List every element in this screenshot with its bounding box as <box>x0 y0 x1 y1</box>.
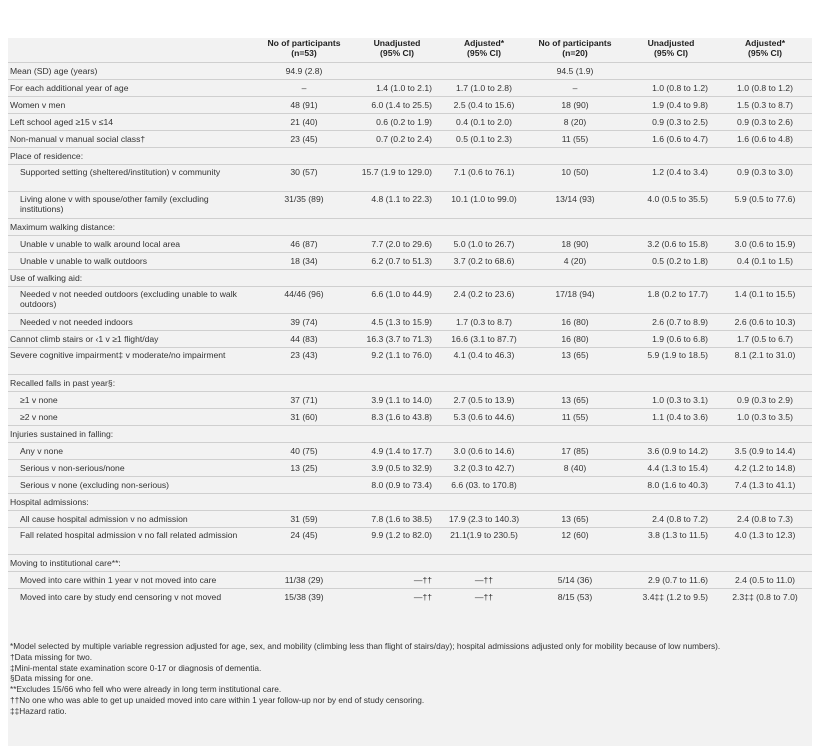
cell-participants-1 <box>256 219 352 236</box>
cell-participants-1: 44/46 (96) <box>256 287 352 314</box>
cell-participants-1: 11/38 (29) <box>256 572 352 589</box>
cell-participants-2 <box>526 375 624 392</box>
cell-adjusted-2: 1.0 (0.8 to 1.2) <box>718 80 812 97</box>
row-label: Women v men <box>8 97 256 114</box>
cell-unadjusted-2 <box>624 219 718 236</box>
footnote: **Excludes 15/66 who fell who were already in long term institutional care. <box>10 684 282 695</box>
row-label: Moving to institutional care**: <box>8 555 256 572</box>
header-label-spacer <box>8 38 256 63</box>
cell-adjusted-2: 1.0 (0.3 to 3.5) <box>718 409 812 426</box>
cell-unadjusted-1: 3.9 (1.1 to 14.0) <box>352 392 442 409</box>
cell-participants-1: 40 (75) <box>256 443 352 460</box>
cell-adjusted-1: 10.1 (1.0 to 99.0) <box>442 192 526 219</box>
cell-adjusted-1: 2.5 (0.4 to 15.6) <box>442 97 526 114</box>
cell-participants-1: – <box>256 80 352 97</box>
results-table <box>8 38 812 605</box>
cell-adjusted-2: 7.4 (1.3 to 41.1) <box>718 477 812 494</box>
table-row <box>8 165 812 192</box>
row-label: Living alone v with spouse/other family (excluding institutions) <box>8 192 256 219</box>
cell-participants-1: 31/35 (89) <box>256 192 352 219</box>
cell-adjusted-1: 3.2 (0.3 to 42.7) <box>442 460 526 477</box>
header-text: Adjusted* <box>744 38 786 48</box>
cell-unadjusted-1: 9.2 (1.1 to 76.0) <box>352 348 442 375</box>
cell-participants-2: 8 (40) <box>526 460 624 477</box>
header-unadjusted-group2 <box>624 38 718 63</box>
table-row <box>8 253 812 270</box>
cell-participants-1: 13 (25) <box>256 460 352 477</box>
cell-adjusted-2: 2.4 (0.5 to 11.0) <box>718 572 812 589</box>
row-label: Supported setting (sheltered/institution) v community <box>8 165 256 192</box>
cell-participants-1 <box>256 477 352 494</box>
footnote: ‡‡Hazard ratio. <box>10 705 67 716</box>
row-label: Non-manual v manual social class† <box>8 131 256 148</box>
cell-participants-2: 13/14 (93) <box>526 192 624 219</box>
table-row <box>8 348 812 375</box>
cell-participants-2: 16 (80) <box>526 314 624 331</box>
cell-unadjusted-1: 0.6 (0.2 to 1.9) <box>352 114 442 131</box>
cell-unadjusted-2: 8.0 (1.6 to 40.3) <box>624 477 718 494</box>
cell-unadjusted-2: 3.8 (1.3 to 11.5) <box>624 528 718 555</box>
cell-unadjusted-2: 1.2 (0.4 to 3.4) <box>624 165 718 192</box>
cell-participants-1: 94.9 (2.8) <box>256 63 352 80</box>
cell-unadjusted-2: 3.2 (0.6 to 15.8) <box>624 236 718 253</box>
cell-participants-1: 44 (83) <box>256 331 352 348</box>
table-row <box>8 131 812 148</box>
cell-participants-2 <box>526 477 624 494</box>
cell-participants-1 <box>256 555 352 572</box>
cell-adjusted-2: 0.4 (0.1 to 1.5) <box>718 253 812 270</box>
cell-adjusted-1: 3.0 (0.6 to 14.6) <box>442 443 526 460</box>
row-label: ≥2 v none <box>8 409 256 426</box>
cell-participants-2 <box>526 270 624 287</box>
cell-unadjusted-2: 1.0 (0.3 to 3.1) <box>624 392 718 409</box>
header-row <box>8 38 812 63</box>
cell-participants-1: 23 (45) <box>256 131 352 148</box>
header-text: (95% CI) <box>654 48 688 58</box>
header-text: (n=53) <box>291 48 317 58</box>
cell-adjusted-1: 6.6 (03. to 170.8) <box>442 477 526 494</box>
header-participants-group2 <box>526 38 624 63</box>
cell-adjusted-2 <box>718 148 812 165</box>
cell-participants-2: 4 (20) <box>526 253 624 270</box>
cell-unadjusted-2: 4.4 (1.3 to 15.4) <box>624 460 718 477</box>
cell-unadjusted-2: 1.6 (0.6 to 4.7) <box>624 131 718 148</box>
cell-unadjusted-1: 4.9 (1.4 to 17.7) <box>352 443 442 460</box>
table-row <box>8 287 812 314</box>
footnote: ††No one who was able to get up unaided moved into care within 1 year follow-up nor by end of study censoring. <box>10 694 425 705</box>
table-row <box>8 494 812 511</box>
row-label: Unable v unable to walk outdoors <box>8 253 256 270</box>
cell-unadjusted-1: 1.4 (1.0 to 2.1) <box>352 80 442 97</box>
cell-participants-1: 15/38 (39) <box>256 589 352 606</box>
cell-participants-2: 12 (60) <box>526 528 624 555</box>
cell-adjusted-1: 17.9 (2.3 to 140.3) <box>442 511 526 528</box>
cell-participants-1: 30 (57) <box>256 165 352 192</box>
cell-unadjusted-2 <box>624 63 718 80</box>
cell-adjusted-2: 4.2 (1.2 to 14.8) <box>718 460 812 477</box>
cell-participants-1: 23 (43) <box>256 348 352 375</box>
cell-participants-1 <box>256 375 352 392</box>
cell-adjusted-1: 2.4 (0.2 to 23.6) <box>442 287 526 314</box>
cell-unadjusted-1 <box>352 375 442 392</box>
cell-adjusted-2 <box>718 426 812 443</box>
table-row <box>8 572 812 589</box>
cell-participants-1: 18 (34) <box>256 253 352 270</box>
cell-adjusted-2 <box>718 219 812 236</box>
cell-unadjusted-1: 16.3 (3.7 to 71.3) <box>352 331 442 348</box>
cell-participants-2: 13 (65) <box>526 392 624 409</box>
cell-unadjusted-1: 9.9 (1.2 to 82.0) <box>352 528 442 555</box>
cell-adjusted-1: —†† <box>442 589 526 606</box>
cell-unadjusted-1: —†† <box>352 572 442 589</box>
cell-participants-2: 17/18 (94) <box>526 287 624 314</box>
cell-unadjusted-2: 1.9 (0.6 to 6.8) <box>624 331 718 348</box>
cell-participants-2 <box>526 555 624 572</box>
cell-unadjusted-2: 1.0 (0.8 to 1.2) <box>624 80 718 97</box>
row-label: Unable v unable to walk around local area <box>8 236 256 253</box>
cell-adjusted-2: 2.6 (0.6 to 10.3) <box>718 314 812 331</box>
cell-participants-1 <box>256 494 352 511</box>
cell-unadjusted-1 <box>352 63 442 80</box>
cell-adjusted-1: 5.0 (1.0 to 26.7) <box>442 236 526 253</box>
cell-participants-2: 11 (55) <box>526 131 624 148</box>
row-label: Serious v none (excluding non-serious) <box>8 477 256 494</box>
cell-unadjusted-2: 2.4 (0.8 to 7.2) <box>624 511 718 528</box>
table-row <box>8 80 812 97</box>
cell-adjusted-2: 5.9 (0.5 to 77.6) <box>718 192 812 219</box>
table-row <box>8 97 812 114</box>
cell-unadjusted-2: 5.9 (1.9 to 18.5) <box>624 348 718 375</box>
cell-unadjusted-2 <box>624 148 718 165</box>
cell-unadjusted-1 <box>352 270 442 287</box>
cell-unadjusted-1: 6.0 (1.4 to 25.5) <box>352 97 442 114</box>
cell-participants-2: 17 (85) <box>526 443 624 460</box>
header-text: (95% CI) <box>467 48 501 58</box>
header-text: (95% CI) <box>380 48 414 58</box>
footnote: ‡Mini-mental state examination score 0-17 or diagnosis of dementia. <box>10 662 262 673</box>
cell-adjusted-2: 0.9 (0.3 to 2.9) <box>718 392 812 409</box>
cell-participants-1 <box>256 270 352 287</box>
cell-unadjusted-1: 3.9 (0.5 to 32.9) <box>352 460 442 477</box>
header-text: Adjusted* <box>463 38 505 48</box>
row-label: Needed v not needed indoors <box>8 314 256 331</box>
cell-unadjusted-2: 1.1 (0.4 to 3.6) <box>624 409 718 426</box>
cell-unadjusted-1: 6.6 (1.0 to 44.9) <box>352 287 442 314</box>
cell-participants-2: 8 (20) <box>526 114 624 131</box>
cell-participants-1: 31 (60) <box>256 409 352 426</box>
row-label: Use of walking aid: <box>8 270 256 287</box>
cell-unadjusted-2: 2.9 (0.7 to 11.6) <box>624 572 718 589</box>
cell-unadjusted-2: 3.4‡‡ (1.2 to 9.5) <box>624 589 718 606</box>
cell-participants-2: 18 (90) <box>526 97 624 114</box>
cell-adjusted-2: 2.4 (0.8 to 7.3) <box>718 511 812 528</box>
row-label: Maximum walking distance: <box>8 219 256 236</box>
table-row <box>8 219 812 236</box>
cell-unadjusted-2 <box>624 270 718 287</box>
row-label: Serious v non-serious/none <box>8 460 256 477</box>
cell-adjusted-1: 0.5 (0.1 to 2.3) <box>442 131 526 148</box>
cell-unadjusted-1: 8.0 (0.9 to 73.4) <box>352 477 442 494</box>
cell-unadjusted-2 <box>624 555 718 572</box>
cell-participants-1: 39 (74) <box>256 314 352 331</box>
table-row <box>8 192 812 219</box>
cell-unadjusted-2: 1.8 (0.2 to 17.7) <box>624 287 718 314</box>
table-row <box>8 148 812 165</box>
cell-adjusted-1: 16.6 (3.1 to 87.7) <box>442 331 526 348</box>
cell-adjusted-1: —†† <box>442 572 526 589</box>
row-label: Cannot climb stairs or ‹1 v ≥1 flight/day <box>8 331 256 348</box>
cell-adjusted-2: 3.0 (0.6 to 15.9) <box>718 236 812 253</box>
cell-participants-2: 5/14 (36) <box>526 572 624 589</box>
cell-adjusted-2: 1.6 (0.6 to 4.8) <box>718 131 812 148</box>
footnotes <box>10 641 810 717</box>
cell-adjusted-2: 3.5 (0.9 to 14.4) <box>718 443 812 460</box>
row-label: Fall related hospital admission v no fall related admission <box>8 528 256 555</box>
table-row <box>8 477 812 494</box>
cell-participants-2: 16 (80) <box>526 331 624 348</box>
cell-adjusted-2: 1.7 (0.5 to 6.7) <box>718 331 812 348</box>
row-label: Any v none <box>8 443 256 460</box>
header-text: Unadjusted <box>647 38 695 48</box>
cell-unadjusted-1: 7.8 (1.6 to 38.5) <box>352 511 442 528</box>
row-label: Left school aged ≥15 v ≤14 <box>8 114 256 131</box>
cell-adjusted-1: 3.7 (0.2 to 68.6) <box>442 253 526 270</box>
row-label: Hospital admissions: <box>8 494 256 511</box>
cell-unadjusted-2: 4.0 (0.5 to 35.5) <box>624 192 718 219</box>
cell-participants-2 <box>526 219 624 236</box>
table-row <box>8 314 812 331</box>
cell-adjusted-2 <box>718 63 812 80</box>
header-text: Unadjusted <box>373 38 421 48</box>
cell-unadjusted-1: —†† <box>352 589 442 606</box>
cell-adjusted-1: 2.7 (0.5 to 13.9) <box>442 392 526 409</box>
cell-participants-1: 24 (45) <box>256 528 352 555</box>
cell-adjusted-2 <box>718 555 812 572</box>
table-row <box>8 511 812 528</box>
table-row <box>8 443 812 460</box>
cell-adjusted-1 <box>442 426 526 443</box>
footnote: *Model selected by multiple variable regression adjusted for age, sex, and mobility (climbing less than flight of stairs/day); hospital admissions adjusted only for mobility because of low numbers). <box>10 641 721 651</box>
cell-unadjusted-2: 3.6 (0.9 to 14.2) <box>624 443 718 460</box>
table-row <box>8 392 812 409</box>
cell-adjusted-2: 0.9 (0.3 to 2.6) <box>718 114 812 131</box>
cell-unadjusted-1 <box>352 555 442 572</box>
header-text: (n=20) <box>562 48 588 58</box>
cell-adjusted-1 <box>442 555 526 572</box>
cell-adjusted-1 <box>442 375 526 392</box>
cell-unadjusted-1: 0.7 (0.2 to 2.4) <box>352 131 442 148</box>
cell-unadjusted-2: 1.9 (0.4 to 9.8) <box>624 97 718 114</box>
header-text: (95% CI) <box>748 48 782 58</box>
cell-unadjusted-1: 4.5 (1.3 to 15.9) <box>352 314 442 331</box>
table-row <box>8 555 812 572</box>
table-row <box>8 63 812 80</box>
row-label: ≥1 v none <box>8 392 256 409</box>
cell-participants-2: 18 (90) <box>526 236 624 253</box>
cell-adjusted-2: 4.0 (1.3 to 12.3) <box>718 528 812 555</box>
row-label: Severe cognitive impairment‡ v moderate/no impairment <box>8 348 256 375</box>
cell-participants-1: 31 (59) <box>256 511 352 528</box>
cell-participants-2: 8/15 (53) <box>526 589 624 606</box>
cell-adjusted-1 <box>442 148 526 165</box>
header-unadjusted-group1 <box>352 38 442 63</box>
cell-participants-1: 21 (40) <box>256 114 352 131</box>
header-adjusted-group1 <box>442 38 526 63</box>
cell-adjusted-1: 0.4 (0.1 to 2.0) <box>442 114 526 131</box>
table-row <box>8 528 812 555</box>
cell-unadjusted-2 <box>624 494 718 511</box>
table-row <box>8 270 812 287</box>
row-label: All cause hospital admission v no admission <box>8 511 256 528</box>
cell-unadjusted-1: 7.7 (2.0 to 29.6) <box>352 236 442 253</box>
header-text: No of participants <box>538 38 612 48</box>
cell-participants-1 <box>256 426 352 443</box>
table-row <box>8 460 812 477</box>
header-text: No of participants <box>267 38 341 48</box>
cell-unadjusted-2: 0.5 (0.2 to 1.8) <box>624 253 718 270</box>
cell-unadjusted-2 <box>624 375 718 392</box>
cell-adjusted-2 <box>718 375 812 392</box>
cell-adjusted-1: 4.1 (0.4 to 46.3) <box>442 348 526 375</box>
cell-unadjusted-1 <box>352 494 442 511</box>
cell-adjusted-2: 2.3‡‡ (0.8 to 7.0) <box>718 589 812 606</box>
cell-adjusted-2: 1.4 (0.1 to 15.5) <box>718 287 812 314</box>
table-row <box>8 375 812 392</box>
cell-unadjusted-2: 0.9 (0.3 to 2.5) <box>624 114 718 131</box>
cell-unadjusted-1: 15.7 (1.9 to 129.0) <box>352 165 442 192</box>
cell-adjusted-1: 21.1(1.9 to 230.5) <box>442 528 526 555</box>
cell-adjusted-2 <box>718 270 812 287</box>
cell-adjusted-1: 1.7 (0.3 to 8.7) <box>442 314 526 331</box>
cell-unadjusted-1: 8.3 (1.6 to 43.8) <box>352 409 442 426</box>
cell-adjusted-1 <box>442 494 526 511</box>
table-row <box>8 589 812 606</box>
cell-adjusted-1: 7.1 (0.6 to 76.1) <box>442 165 526 192</box>
cell-unadjusted-1: 6.2 (0.7 to 51.3) <box>352 253 442 270</box>
table-body <box>8 63 812 606</box>
row-label: Place of residence: <box>8 148 256 165</box>
cell-adjusted-1 <box>442 270 526 287</box>
cell-unadjusted-1 <box>352 219 442 236</box>
cell-participants-1 <box>256 148 352 165</box>
cell-unadjusted-1 <box>352 148 442 165</box>
header-adjusted-group2 <box>718 38 812 63</box>
table-row <box>8 236 812 253</box>
cell-adjusted-2: 1.5 (0.3 to 8.7) <box>718 97 812 114</box>
table-row <box>8 409 812 426</box>
cell-participants-2 <box>526 494 624 511</box>
cell-adjusted-2: 0.9 (0.3 to 3.0) <box>718 165 812 192</box>
cell-adjusted-1 <box>442 219 526 236</box>
cell-participants-2: 11 (55) <box>526 409 624 426</box>
row-label: Mean (SD) age (years) <box>8 63 256 80</box>
cell-participants-1: 48 (91) <box>256 97 352 114</box>
cell-participants-2: 13 (65) <box>526 348 624 375</box>
cell-participants-2: 13 (65) <box>526 511 624 528</box>
footnote: †Data missing for two. <box>10 651 93 662</box>
cell-participants-2: 10 (50) <box>526 165 624 192</box>
cell-adjusted-2 <box>718 494 812 511</box>
cell-participants-2 <box>526 426 624 443</box>
cell-participants-2: – <box>526 80 624 97</box>
row-label: Needed v not needed outdoors (excluding unable to walk outdoors) <box>8 287 256 314</box>
cell-participants-2: 94.5 (1.9) <box>526 63 624 80</box>
table-row <box>8 114 812 131</box>
row-label: Moved into care within 1 year v not moved into care <box>8 572 256 589</box>
cell-participants-2 <box>526 148 624 165</box>
row-label: Injuries sustained in falling: <box>8 426 256 443</box>
table-row <box>8 426 812 443</box>
cell-adjusted-2: 8.1 (2.1 to 31.0) <box>718 348 812 375</box>
header-participants-group1 <box>256 38 352 63</box>
footnote: §Data missing for one. <box>10 673 94 684</box>
cell-adjusted-1: 5.3 (0.6 to 44.6) <box>442 409 526 426</box>
cell-adjusted-1 <box>442 63 526 80</box>
table-row <box>8 331 812 348</box>
cell-unadjusted-1 <box>352 426 442 443</box>
cell-adjusted-1: 1.7 (1.0 to 2.8) <box>442 80 526 97</box>
cell-unadjusted-1: 4.8 (1.1 to 22.3) <box>352 192 442 219</box>
row-label: Moved into care by study end censoring v not moved <box>8 589 256 606</box>
cell-participants-1: 37 (71) <box>256 392 352 409</box>
cell-participants-1: 46 (87) <box>256 236 352 253</box>
row-label: For each additional year of age <box>8 80 256 97</box>
cell-unadjusted-2: 2.6 (0.7 to 8.9) <box>624 314 718 331</box>
row-label: Recalled falls in past year§: <box>8 375 256 392</box>
cell-unadjusted-2 <box>624 426 718 443</box>
